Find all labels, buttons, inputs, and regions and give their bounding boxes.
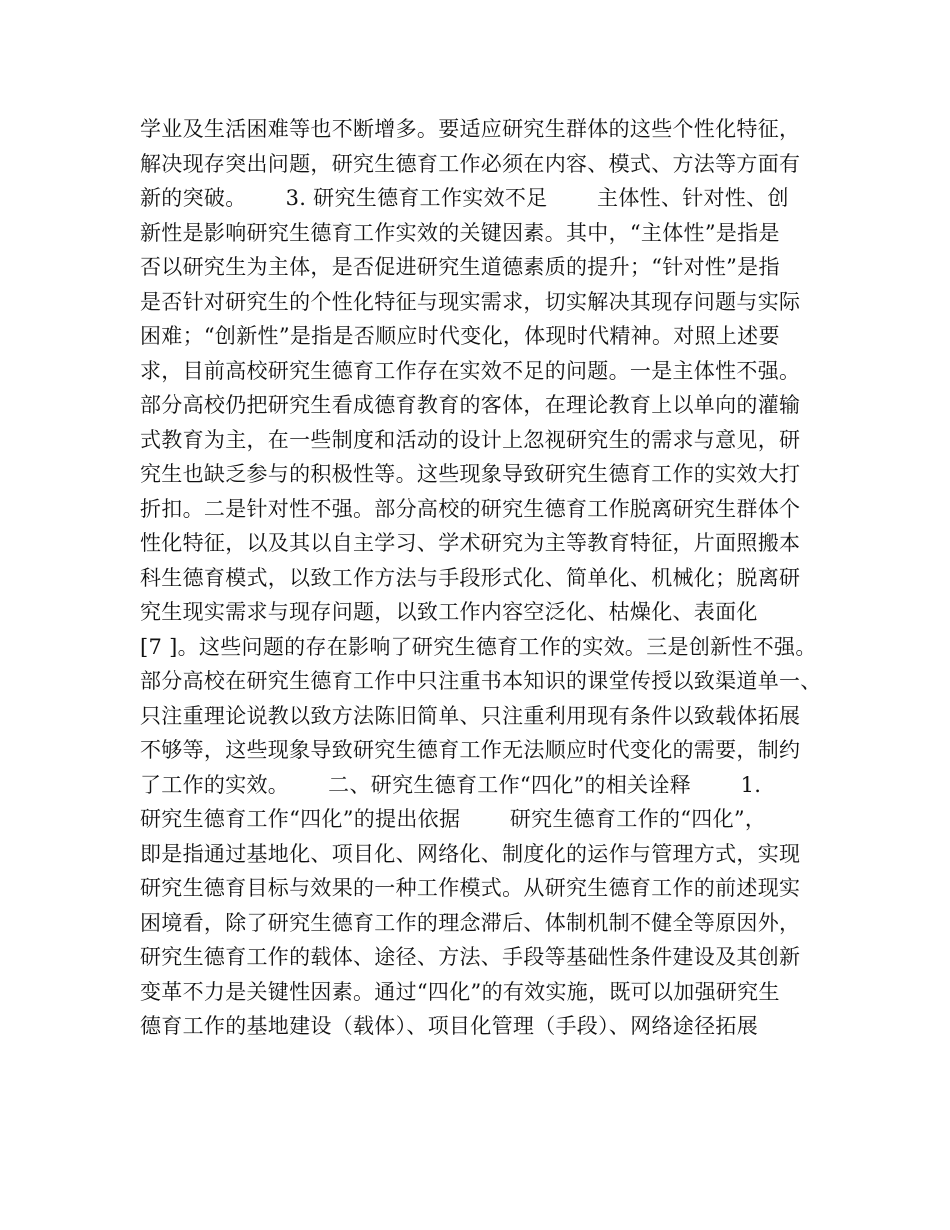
text-line: 部分高校在研究生德育工作中只注重书本知识的课堂传授以致渠道单一、 <box>140 669 822 693</box>
text-line: 性化特征，以及其以自主学习、学术研究为主等教育特征，片面照搬本 <box>140 531 801 555</box>
text-line: 变革不力是关键性因素。通过“四化”的有效实施，既可以加强研究生 <box>140 979 780 1004</box>
text-line: 德育工作的基地建设（载体）、项目化管理（手段）、网络途径拓展 <box>140 1014 758 1038</box>
text-line: 新的突破。 3. 研究生德育工作实效不足 主体性、针对性、创 <box>140 186 789 210</box>
text-line: [7 ]。这些问题的存在影响了研究生德育工作的实效。三是创新性不强。 <box>140 634 817 659</box>
text-line: 不够等，这些现象导致研究生德育工作无法顺应时代变化的需要，制约 <box>140 738 801 762</box>
text-line: 否以研究生为主体，是否促进研究生道德素质的提升；“针对性”是指 <box>140 255 780 279</box>
body-text <box>140 112 840 1044</box>
text-line: 解决现存突出问题，研究生德育工作必须在内容、模式、方法等方面有 <box>140 151 801 176</box>
text-line: 学业及生活困难等也不断增多。要适应研究生群体的这些个性化特征， <box>140 117 801 141</box>
text-line: 科生德育模式，以致工作方法与手段形式化、简单化、机械化；脱离研 <box>140 565 801 590</box>
text-line: 困境看，除了研究生德育工作的理念滞后、体制机制不健全等原因外， <box>140 910 801 935</box>
text-line: 了工作的实效。 二、研究生德育工作“四化”的相关诠释 1. <box>140 772 762 797</box>
text-line: 新性是影响研究生德育工作实效的关键因素。其中，“主体性”是指是 <box>140 220 780 245</box>
text-line: 究生也缺乏参与的积极性等。这些现象导致研究生德育工作的实效大打 <box>140 462 801 486</box>
text-line: 即是指通过基地化、项目化、网络化、制度化的运作与管理方式，实现 <box>140 841 801 866</box>
text-line: 折扣。二是针对性不强。部分高校的研究生德育工作脱离研究生群体个 <box>140 496 801 521</box>
text-line: 究生现实需求与现存问题，以致工作内容空泛化、枯燥化、表面化 <box>140 600 758 624</box>
text-line: 研究生德育工作“四化”的提出依据 研究生德育工作的“四化”， <box>140 807 767 831</box>
text-line: 研究生德育工作的载体、途径、方法、手段等基础性条件建设及其创新 <box>140 945 801 969</box>
text-line: 只注重理论说教以致方法陈旧简单、只注重利用现有条件以致载体拓展 <box>140 703 801 728</box>
text-line: 困难；“创新性”是指是否顺应时代变化，体现时代精神。对照上述要 <box>140 324 780 348</box>
text-line: 部分高校仍把研究生看成德育教育的客体，在理论教育上以单向的灌输 <box>140 393 801 417</box>
text-line: 研究生德育目标与效果的一种工作模式。从研究生德育工作的前述现实 <box>140 876 801 900</box>
text-line: 求，目前高校研究生德育工作存在实效不足的问题。一是主体性不强。 <box>140 358 801 383</box>
text-line: 是否针对研究生的个性化特征与现实需求，切实解决其现存问题与实际 <box>140 289 801 314</box>
text-line: 式教育为主，在一些制度和活动的设计上忽视研究生的需求与意见，研 <box>140 427 801 452</box>
